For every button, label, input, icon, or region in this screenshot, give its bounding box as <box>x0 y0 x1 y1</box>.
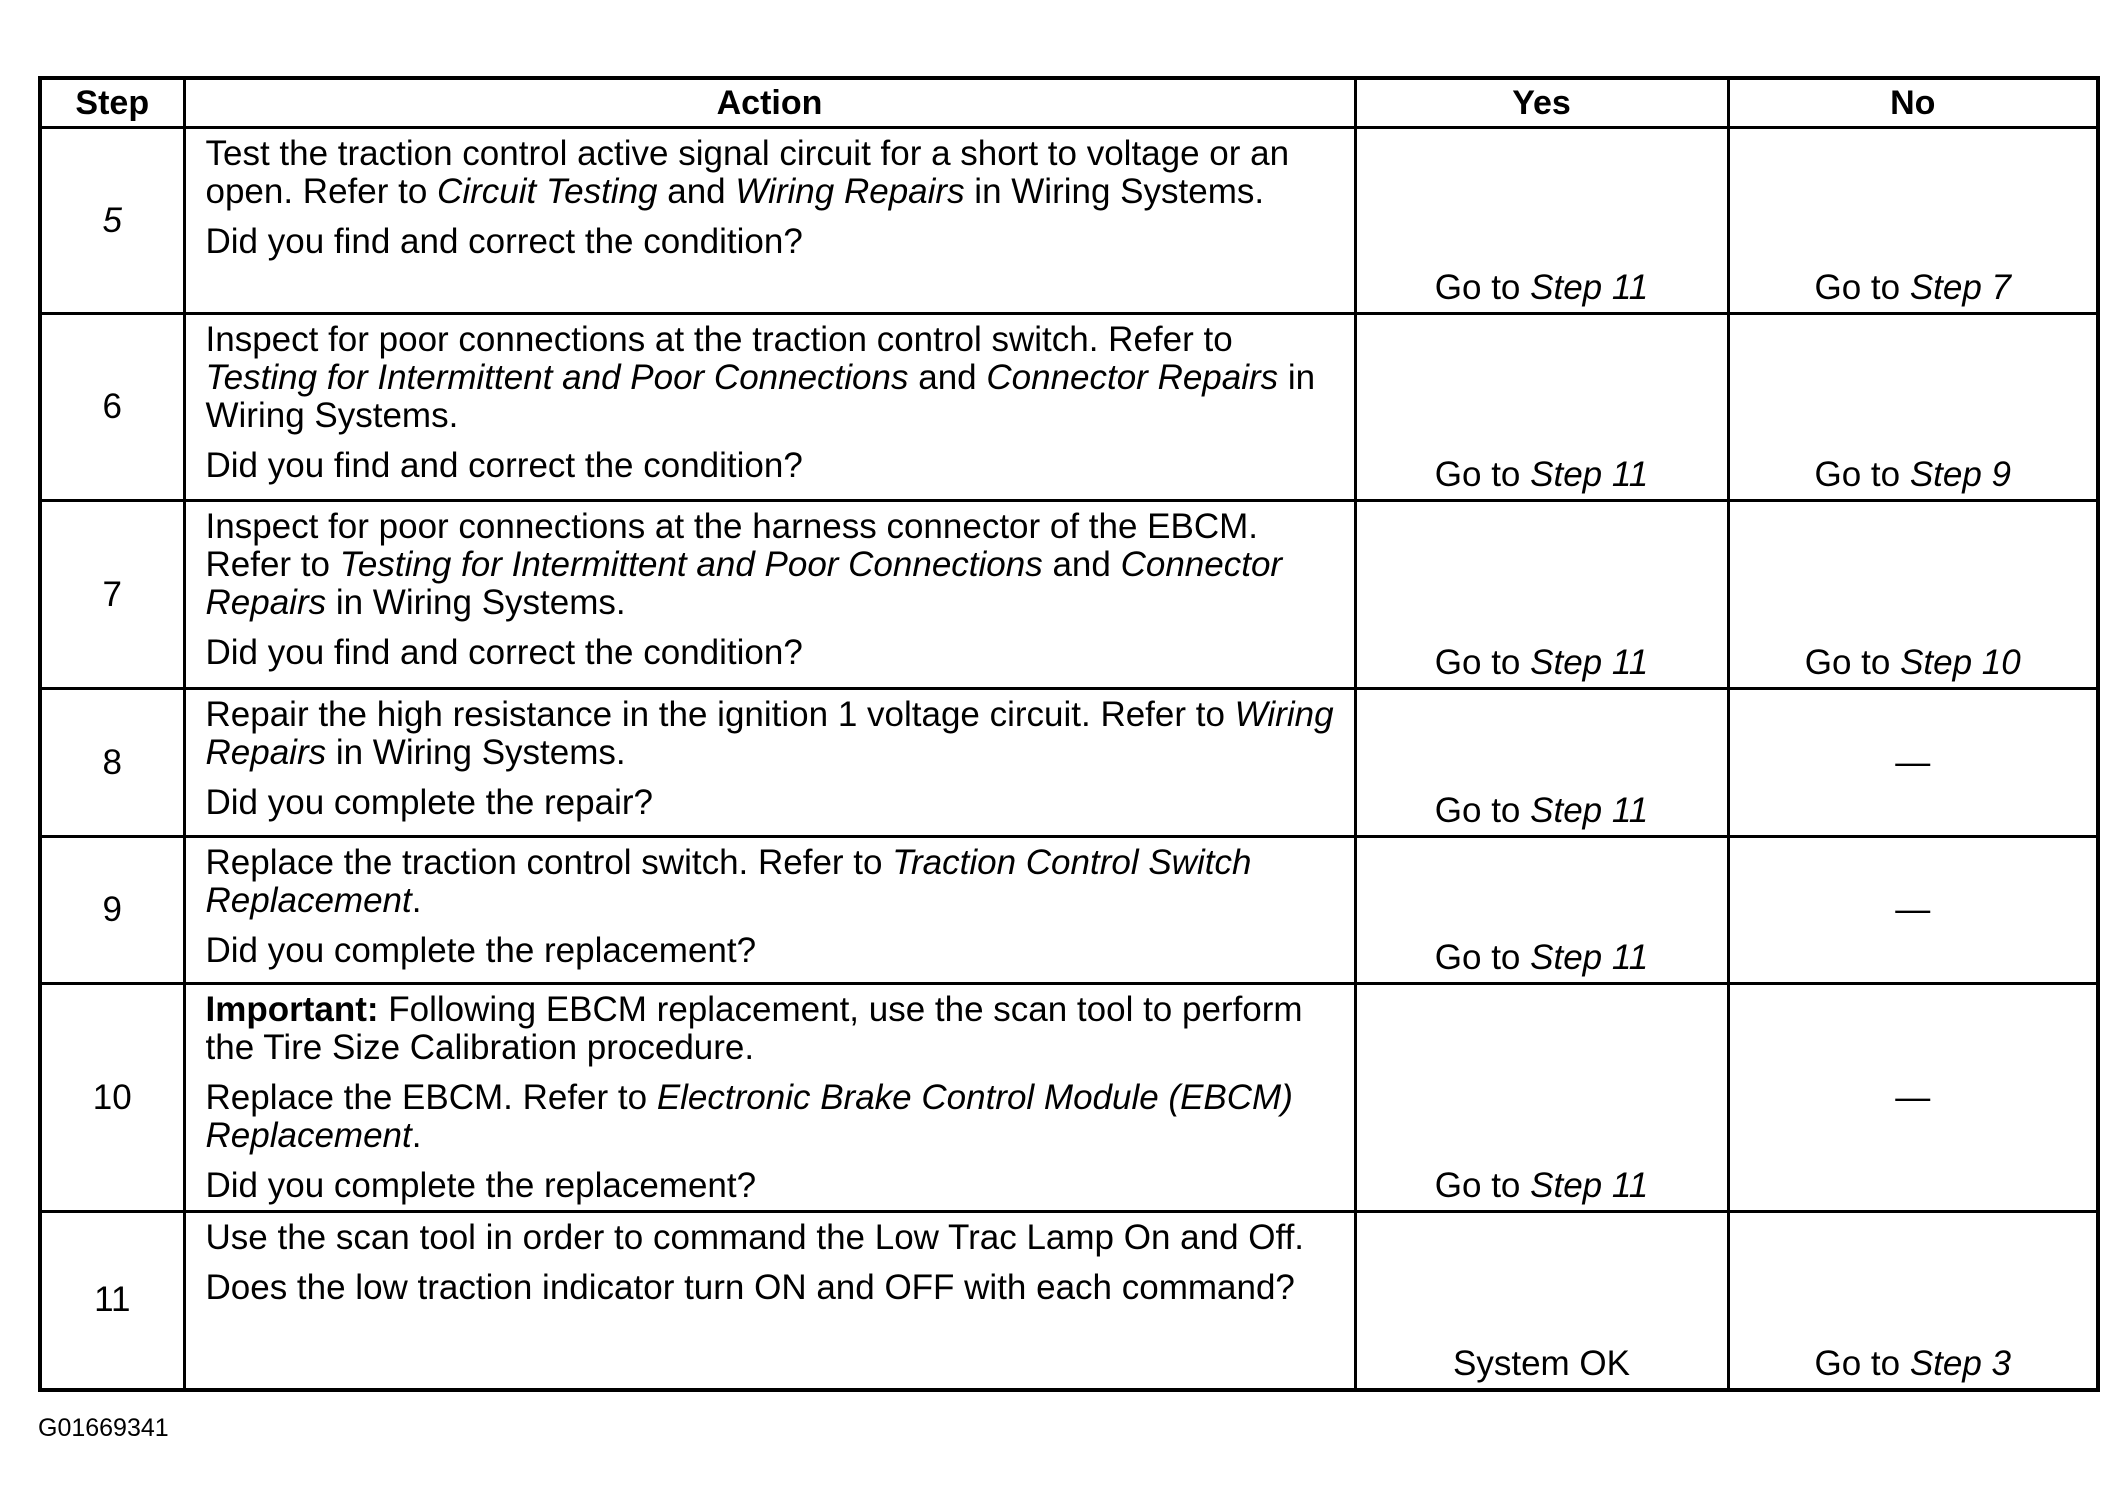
action-text-part: Replace the traction control switch. Refer to <box>205 843 893 882</box>
reference-link-connector-repairs: Connector Repairs <box>986 358 1279 397</box>
action-cell <box>184 501 1355 689</box>
question-text: Does the low traction indicator turn ON and OFF with each command? <box>205 1268 1295 1307</box>
yes-step-ref: Step 11 <box>1530 1166 1649 1205</box>
reference-link-intermittent-connections: Testing for Intermittent and Poor Connections <box>205 358 909 397</box>
action-text-part: in Wiring Systems. <box>205 358 1316 435</box>
no-cell-dash: — <box>1728 689 2098 837</box>
header-yes: Yes <box>1355 78 1728 128</box>
step-number: 5 <box>40 128 184 314</box>
reference-link-connector-repairs: Connector Repairs <box>205 545 1283 622</box>
no-cell <box>1728 314 2098 501</box>
table-row <box>40 837 2098 984</box>
table-row <box>40 984 2098 1212</box>
no-cell-dash: — <box>1728 837 2098 984</box>
no-cell <box>1728 1212 2098 1390</box>
action-text-part: and <box>908 358 987 397</box>
yes-step-ref: Step 11 <box>1530 938 1649 977</box>
yes-prefix: Go to <box>1434 938 1531 977</box>
no-cell <box>1728 501 2098 689</box>
table-row <box>40 689 2098 837</box>
action-cell <box>184 984 1355 1212</box>
step-number: 6 <box>40 314 184 501</box>
reference-link-traction-switch-replacement: Traction Control Switch Replacement <box>205 843 1252 920</box>
step-number: 11 <box>40 1212 184 1390</box>
question-text: Did you complete the repair? <box>205 783 653 822</box>
step-number: 7 <box>40 501 184 689</box>
question-text: Did you complete the replacement? <box>205 1166 757 1205</box>
action-text-part: and <box>1042 545 1121 584</box>
yes-cell: System OK <box>1355 1212 1728 1390</box>
yes-cell <box>1355 501 1728 689</box>
figure-id: G01669341 <box>38 1414 169 1442</box>
action-cell <box>184 837 1355 984</box>
action-text-part: Test the traction control active signal circuit for a short to voltage or an open. Refer to <box>205 134 1290 211</box>
action-text-part: Replace the EBCM. Refer to <box>205 1078 657 1117</box>
yes-step-ref: Step 11 <box>1530 643 1649 682</box>
action-text-part: Repair the high resistance in the ignition 1 voltage circuit. Refer to <box>205 695 1235 734</box>
yes-cell <box>1355 314 1728 501</box>
action-text-part: . <box>411 1116 422 1155</box>
reference-link-circuit-testing: Circuit Testing <box>437 172 658 211</box>
yes-prefix: Go to <box>1434 791 1531 830</box>
reference-link-wiring-repairs: Wiring Repairs <box>735 172 965 211</box>
yes-cell <box>1355 837 1728 984</box>
table-row <box>40 314 2098 501</box>
question-text: Did you find and correct the condition? <box>205 633 803 672</box>
no-prefix: Go to <box>1814 268 1910 307</box>
table-header-row <box>40 78 2098 128</box>
table-row <box>40 128 2098 314</box>
action-text-part: and <box>657 172 736 211</box>
action-text <box>206 1079 1340 1155</box>
yes-prefix: Go to <box>1434 1166 1531 1205</box>
header-action: Action <box>184 78 1355 128</box>
yes-prefix: Go to <box>1434 643 1531 682</box>
action-text <box>206 508 1340 622</box>
no-step-ref: Step 10 <box>1900 643 2021 682</box>
diagnostic-table <box>38 76 2100 1392</box>
important-label: Important: <box>205 990 379 1029</box>
no-cell <box>1728 128 2098 314</box>
action-text: Use the scan tool in order to command the Low Trac Lamp On and Off. <box>205 1218 1305 1257</box>
header-step: Step <box>40 78 184 128</box>
table-row <box>40 1212 2098 1390</box>
yes-prefix: Go to <box>1434 268 1531 307</box>
action-text <box>206 135 1340 211</box>
action-text-part: . <box>411 881 422 920</box>
yes-step-ref: Step 11 <box>1530 791 1649 830</box>
yes-step-ref: Step 11 <box>1530 455 1649 494</box>
action-text-part: Inspect for poor connections at the traction control switch. Refer to <box>205 320 1233 359</box>
step-number: 10 <box>40 984 184 1212</box>
no-cell-dash: — <box>1728 984 2098 1212</box>
action-text <box>206 844 1340 920</box>
no-prefix: Go to <box>1814 455 1910 494</box>
yes-cell <box>1355 128 1728 314</box>
action-text-part: in Wiring Systems. <box>964 172 1265 211</box>
question-text: Did you complete the replacement? <box>205 931 757 970</box>
no-prefix: Go to <box>1814 1343 1910 1383</box>
reference-link-intermittent-connections: Testing for Intermittent and Poor Connections <box>339 545 1043 584</box>
action-text-part: Inspect for poor connections at the harness connector of the EBCM. Refer to <box>205 507 1259 584</box>
action-cell <box>184 128 1355 314</box>
no-prefix: Go to <box>1804 643 1901 682</box>
step-number: 8 <box>40 689 184 837</box>
reference-link-ebcm-replacement: Electronic Brake Control Module (EBCM) Replacement <box>205 1078 1293 1155</box>
table-row <box>40 501 2098 689</box>
action-cell <box>184 1212 1355 1390</box>
yes-cell <box>1355 689 1728 837</box>
question-text: Did you find and correct the condition? <box>205 222 803 261</box>
reference-link-wiring-repairs: Wiring Repairs <box>205 695 1334 772</box>
header-no: No <box>1728 78 2098 128</box>
action-cell <box>184 689 1355 837</box>
question-text: Did you find and correct the condition? <box>205 446 803 485</box>
important-text: Following EBCM replacement, use the scan tool to perform the Tire Size Calibration procedure. <box>205 990 1303 1067</box>
no-step-ref: Step 7 <box>1909 268 2012 307</box>
action-text <box>206 321 1340 435</box>
yes-prefix: Go to <box>1434 455 1531 494</box>
action-text-part: in Wiring Systems. <box>326 583 626 622</box>
important-note <box>206 991 1340 1067</box>
action-text <box>206 696 1340 772</box>
yes-step-ref: Step 11 <box>1530 268 1649 307</box>
no-step-ref: Step 3 <box>1909 1343 2012 1383</box>
no-step-ref: Step 9 <box>1909 455 2012 494</box>
action-cell <box>184 314 1355 501</box>
yes-cell <box>1355 984 1728 1212</box>
action-text-part: in Wiring Systems. <box>326 733 626 772</box>
step-number: 9 <box>40 837 184 984</box>
